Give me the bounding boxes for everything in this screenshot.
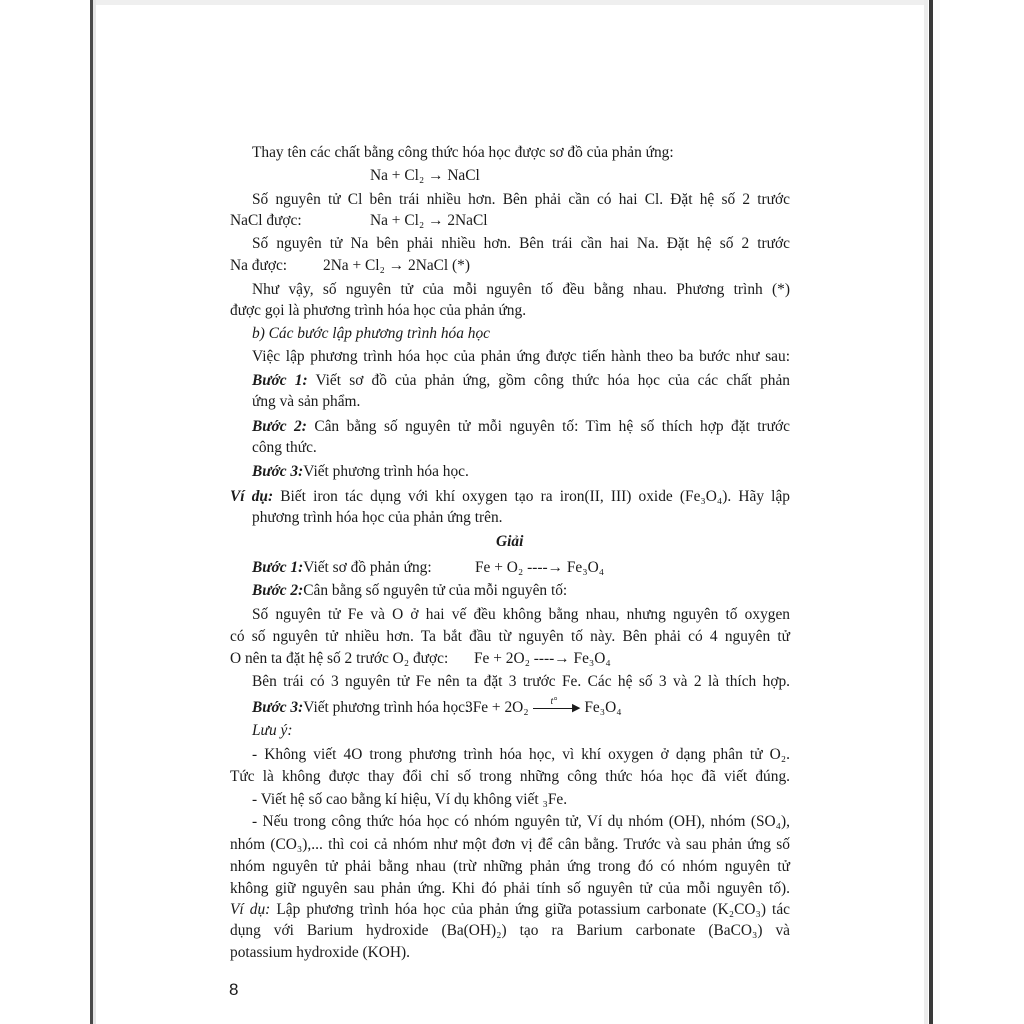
equation: Na + Cl₂ → 2NaCl	[370, 212, 488, 229]
equation: Na + Cl₂ → NaCl	[370, 167, 480, 184]
line-text: Lập phương trình hóa học của phản ứng giữa potassium carbonate (K₂CO₃) tác	[270, 901, 790, 918]
equation: Fe + O₂ ----→ Fe₃O₄	[475, 559, 605, 576]
line-text: Na được:	[230, 257, 288, 274]
paragraph-line: được gọi là phương trình hóa học của phản ứng.	[230, 302, 527, 319]
paragraph-line: công thức.	[252, 439, 317, 456]
step-line	[252, 371, 790, 391]
equation-product: Fe₃O₄	[584, 699, 622, 716]
paragraph-line: Số nguyên tử Fe và O ở hai vế đều không bằng nhau, nhưng nguyên tố oxygen	[252, 606, 790, 623]
step-line	[252, 417, 790, 437]
line-text: Cân bằng số nguyên tử mỗi nguyên tố: Tìm hệ số thích hợp đặt trước	[306, 418, 790, 435]
paragraph-line: Thay tên các chất bằng công thức hóa học được sơ đồ của phản ứng:	[252, 144, 674, 161]
paragraph-line: Số nguyên tử Na bên phải nhiều hơn. Bên trái cần hai Na. Đặt hệ số 2 trước	[252, 235, 790, 252]
equation	[465, 698, 622, 718]
example-line	[230, 900, 790, 920]
equation: 2Na + Cl₂ → 2NaCl (*)	[323, 257, 470, 274]
line-text: O nên ta đặt hệ số 2 trước O₂ được:	[230, 650, 449, 667]
page-left-shadow	[93, 0, 96, 1024]
line-text: NaCl được:	[230, 212, 302, 229]
note-line: không giữ nguyên sau phản ứng. Khi đó phải tính số nguyên tử của mỗi nguyên tố).	[230, 880, 790, 897]
note-heading: Lưu ý:	[252, 722, 293, 739]
step-label: Bước 2:	[252, 582, 304, 599]
line-text: Viết phương trình hóa học.	[303, 463, 469, 480]
reaction-arrow-icon: t° ▶	[533, 698, 581, 718]
note-line: - Không viết 4O trong phương trình hóa học, vì khí oxygen ở dạng phân tử O₂.	[252, 746, 790, 763]
equation-reactants: 3Fe + 2O₂	[465, 699, 529, 716]
paragraph-line: Số nguyên tử Cl bên trái nhiều hơn. Bên phải cần có hai Cl. Đặt hệ số 2 trước	[252, 191, 790, 208]
step-label: Bước 1:	[252, 372, 308, 389]
example-line	[230, 487, 790, 507]
note-line: - Nếu trong công thức hóa học có nhóm nguyên tử, Ví dụ nhóm (OH), nhóm (SO₄),	[252, 813, 790, 830]
paragraph-line: potassium hydroxide (KOH).	[230, 944, 410, 961]
step-line	[252, 462, 790, 482]
page-right-border	[929, 0, 933, 1024]
step-line	[252, 698, 790, 718]
equation: Fe + 2O₂ ----→ Fe₃O₄	[474, 650, 611, 667]
paragraph-line: Như vậy, số nguyên tử của mỗi nguyên tố đều bằng nhau. Phương trình (*)	[252, 281, 790, 298]
paragraph-line: phương trình hóa học của phản ứng trên.	[252, 509, 503, 526]
paragraph-line: ứng và sản phẩm.	[252, 393, 361, 410]
step-label: Bước 3:	[252, 463, 304, 480]
page-number: 8	[229, 980, 239, 999]
paragraph-line: có số nguyên tử nhiều hơn. Ta bắt đầu từ nguyên tố này. Bên phải có 4 nguyên tử	[230, 628, 790, 645]
line-text: Viết phương trình hóa học:	[303, 699, 470, 716]
line-text: Biết iron tác dụng với khí oxygen tạo ra iron(II, III) oxide (Fe₃O₄). Hãy lập	[273, 488, 790, 505]
step-label: Bước 1:	[252, 559, 304, 576]
step-label: Bước 3:	[252, 699, 304, 716]
step-line	[252, 581, 790, 601]
page-right-shadow	[924, 0, 928, 1024]
note-line: nhóm (CO₃),... thì coi cả nhóm như một đơn vị để cân bằng. Trước và sau phản ứng số	[230, 836, 790, 853]
note-line: - Viết hệ số cao bằng kí hiệu, Ví dụ không viết ₃Fe.	[252, 791, 568, 808]
note-line: nhóm nguyên tử phải bằng nhau (trừ những phản ứng trong đó có nhóm nguyên tử	[230, 858, 790, 875]
step-line	[252, 558, 790, 578]
solution-heading: Giải	[496, 533, 524, 550]
example-label: Ví dụ:	[230, 901, 271, 918]
section-heading: b) Các bước lập phương trình hóa học	[252, 325, 490, 342]
example-label: Ví dụ:	[230, 488, 274, 505]
paragraph-line	[230, 649, 790, 669]
paragraph-line: Việc lập phương trình hóa học của phản ứng được tiến hành theo ba bước như sau:	[252, 348, 790, 365]
step-label: Bước 2:	[252, 418, 307, 435]
paragraph-line	[230, 256, 790, 276]
line-text: Viết sơ đồ phản ứng:	[303, 559, 432, 576]
line-text: Viết sơ đồ của phản ứng, gồm công thức hóa học của các chất phản	[307, 372, 791, 389]
note-line: Tức là không được thay đổi chỉ số trong những công thức hóa học đã viết đúng.	[230, 768, 790, 785]
page-top-shadow	[96, 0, 924, 5]
paragraph-line	[230, 211, 790, 231]
paragraph-line: Bên trái có 3 nguyên tử Fe nên ta đặt 3 trước Fe. Các hệ số 3 và 2 là thích hợp.	[252, 673, 790, 690]
paragraph-line: dụng với Barium hydroxide (Ba(OH)₂) tạo ra Barium carbonate (BaCO₃) và	[230, 922, 790, 939]
reaction-condition: t°	[550, 696, 558, 708]
line-text: Cân bằng số nguyên tử của mỗi nguyên tố:	[303, 582, 568, 599]
